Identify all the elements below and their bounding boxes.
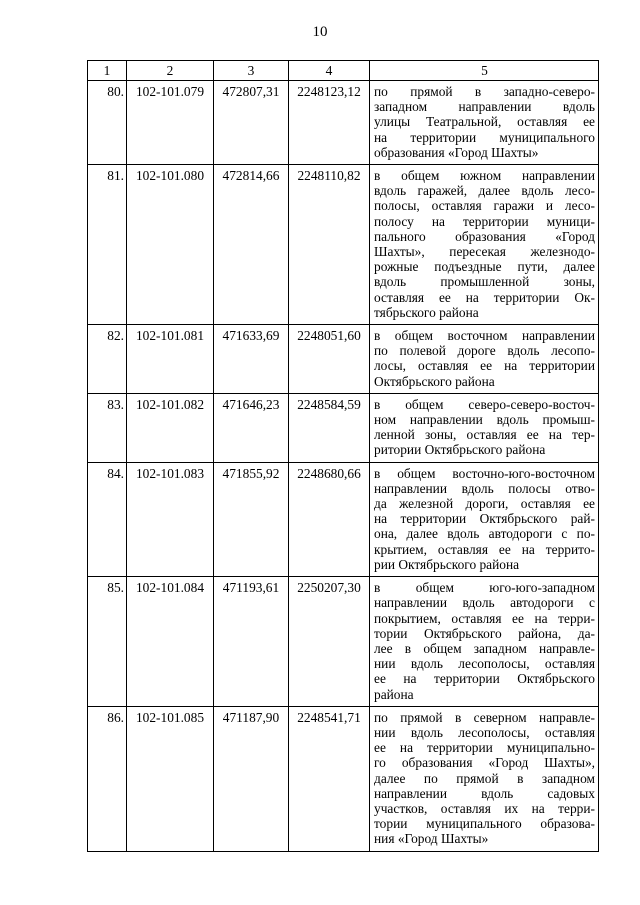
description-line: в общем юго-юго-западном <box>374 580 595 596</box>
description-line: образования «Город Шахты» <box>374 144 539 160</box>
description-line: ее на территории Октябрьского <box>374 671 595 687</box>
description-line: покрытием, оставляя ее на терри- <box>374 610 595 626</box>
coordinate-y: 2248584,59 <box>289 393 370 462</box>
point-code: 102-101.083 <box>127 462 214 576</box>
coordinate-y: 2248123,12 <box>289 81 370 165</box>
table-header-row <box>88 61 599 81</box>
description-line: района <box>374 686 414 702</box>
header-col-2: 2 <box>127 61 214 81</box>
boundary-description <box>370 81 599 165</box>
table-body <box>88 81 599 852</box>
table-row <box>88 165 599 325</box>
page-number: 10 <box>312 24 328 40</box>
point-code: 102-101.081 <box>127 325 214 394</box>
row-number: 84. <box>88 462 127 576</box>
header-col-4: 4 <box>289 61 370 81</box>
coordinate-y: 2248051,60 <box>289 325 370 394</box>
description-line: в общем восточно-юго-восточном <box>374 465 595 481</box>
boundary-description <box>370 393 599 462</box>
coordinate-x: 471855,92 <box>214 462 289 576</box>
description-line: Октябрьского района <box>374 373 495 389</box>
table-row <box>88 393 599 462</box>
table-row <box>88 577 599 707</box>
description-line: го образования «Город Шахты», <box>374 755 595 771</box>
description-line: полосы, оставляя гаражи и лесо- <box>374 198 595 214</box>
table-row <box>88 462 599 576</box>
row-number: 83. <box>88 393 127 462</box>
description-line: на территории муниципального <box>374 129 595 145</box>
description-line: рожные подъездные пути, далее <box>374 259 595 275</box>
coordinate-y: 2250207,30 <box>289 577 370 707</box>
header-col-5: 5 <box>370 61 599 81</box>
description-line: западном направлении вдоль <box>374 99 595 115</box>
description-line: далее по прямой в западном <box>374 770 595 786</box>
description-line: по прямой в северном направле- <box>374 709 595 725</box>
boundary-table <box>87 60 599 852</box>
header-col-3: 3 <box>214 61 289 81</box>
description-line: тории муниципального образова- <box>374 816 595 832</box>
row-number: 86. <box>88 706 127 851</box>
header-col-1: 1 <box>88 61 127 81</box>
description-line: участков, оставляя их на терри- <box>374 800 595 816</box>
boundary-description <box>370 706 599 851</box>
description-line: направлении вдоль полосы отво- <box>374 480 595 496</box>
description-line: оставляя ее на территории Ок- <box>374 289 595 305</box>
description-line: лосы, оставляя ее на территории <box>374 358 595 374</box>
point-code: 102-101.084 <box>127 577 214 707</box>
coordinate-x: 471633,69 <box>214 325 289 394</box>
boundary-description <box>370 165 599 325</box>
coordinate-y: 2248541,71 <box>289 706 370 851</box>
description-line: ленной зоны, оставляя ее на тер- <box>374 427 595 443</box>
point-code: 102-101.080 <box>127 165 214 325</box>
description-line: вдоль гаражей, далее вдоль лесо- <box>374 183 595 199</box>
point-code: 102-101.082 <box>127 393 214 462</box>
description-line: нии вдоль лесополосы, оставляя <box>374 724 595 740</box>
coordinate-y: 2248680,66 <box>289 462 370 576</box>
coordinate-x: 472814,66 <box>214 165 289 325</box>
coordinate-x: 472807,31 <box>214 81 289 165</box>
description-line: в общем восточном направлении <box>374 328 595 344</box>
row-number: 81. <box>88 165 127 325</box>
description-line: лее в общем западном направле- <box>374 640 595 656</box>
table-row <box>88 706 599 851</box>
coordinate-y: 2248110,82 <box>289 165 370 325</box>
description-line: на территории Октябрьского рай- <box>374 511 595 527</box>
description-line: Шахты», пересекая железнодо- <box>374 244 595 260</box>
boundary-description <box>370 462 599 576</box>
coordinate-x: 471646,23 <box>214 393 289 462</box>
description-line: по полевой дороге вдоль лесопо- <box>374 343 595 359</box>
description-line: крытием, оставляя ее на террито- <box>374 541 595 557</box>
boundary-description <box>370 325 599 394</box>
description-line: в общем южном направлении <box>374 168 595 184</box>
row-number: 85. <box>88 577 127 707</box>
description-line: ритории Октябрьского района <box>374 442 546 458</box>
row-number: 80. <box>88 81 127 165</box>
row-number: 82. <box>88 325 127 394</box>
description-line: в общем северо-северо-восточ- <box>374 396 595 412</box>
description-line: по прямой в западно-северо- <box>374 84 595 99</box>
description-line: ее на территории муниципально- <box>374 740 595 756</box>
point-code: 102-101.085 <box>127 706 214 851</box>
description-line: да железной дороги, оставляя ее <box>374 496 595 512</box>
description-line: тории Октябрьского района, да- <box>374 625 595 641</box>
boundary-description <box>370 577 599 707</box>
description-line: пального образования «Город <box>374 228 595 244</box>
description-line: ном направлении вдоль промыш- <box>374 412 595 428</box>
description-line: вдоль промышленной зоны, <box>374 274 595 290</box>
description-line: направлении вдоль автодороги с <box>374 595 595 611</box>
description-line: улицы Театральной, оставляя ее <box>374 114 595 130</box>
description-line: тябрьского района <box>374 304 479 320</box>
point-code: 102-101.079 <box>127 81 214 165</box>
description-line: нии вдоль лесополосы, оставляя <box>374 656 595 672</box>
description-line: полосу на территории муници- <box>374 213 595 229</box>
coordinate-x: 471187,90 <box>214 706 289 851</box>
description-line: направлении вдоль садовых <box>374 785 595 801</box>
table-row <box>88 81 599 165</box>
description-line: ния «Город Шахты» <box>374 831 489 847</box>
table-row <box>88 325 599 394</box>
description-line: рии Октябрьского района <box>374 556 520 572</box>
description-line: она, далее вдоль автодороги с по- <box>374 526 595 542</box>
coordinate-x: 471193,61 <box>214 577 289 707</box>
